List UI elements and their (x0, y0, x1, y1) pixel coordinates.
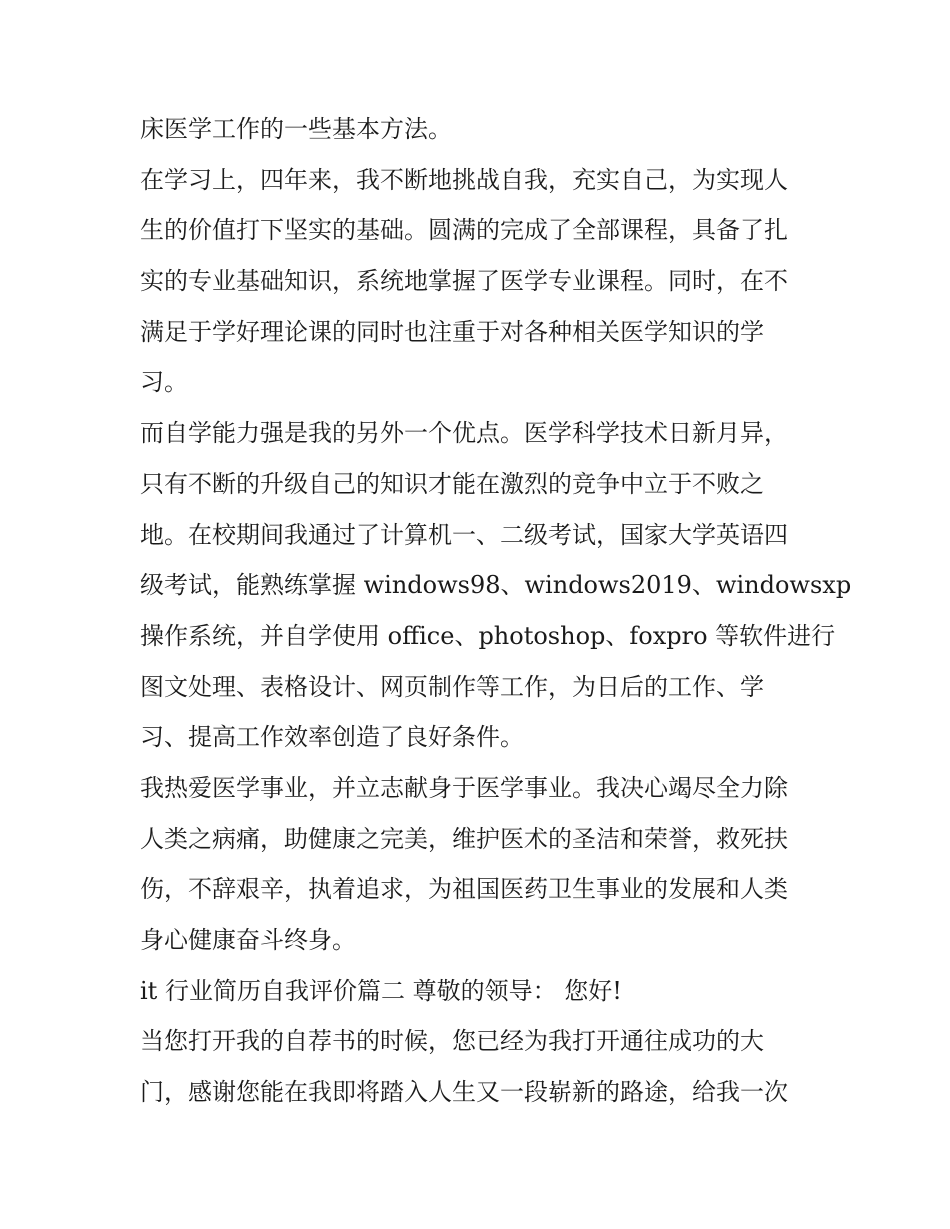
text-line: 身心健康奋斗终身。 (140, 926, 356, 954)
section-heading-line: it 行业简历自我评价篇二 尊敬的领导： 您好! (140, 976, 622, 1005)
text-line: 只有不断的升级自己的知识才能在激烈的竞争中立于不败之 (140, 469, 764, 498)
text-line: 床医学工作的一些基本方法。 (140, 115, 452, 143)
text-line: 在学习上，四年来，我不断地挑战自我，充实自己，为实现人 (140, 165, 788, 194)
text-line: 满足于学好理论课的同时也注重于对各种相关医学知识的学 (140, 317, 764, 346)
text-line: 级考试，能熟练掌握 windows98、windows2019、windowsxp (140, 571, 852, 600)
text-line: 当您打开我的自荐书的时候，您已经为我打开通往成功的大 (140, 1027, 764, 1056)
document-body (140, 104, 852, 1118)
text-line: 地。在校期间我通过了计算机一、二级考试，国家大学英语四 (140, 520, 788, 549)
text-line: 操作系统，并自学使用 office、photoshop、foxpro 等软件进行 (140, 621, 836, 650)
text-line: 习、提高工作效率创造了良好条件。 (140, 723, 524, 752)
text-line: 生的价值打下坚实的基础。圆满的完成了全部课程，具备了扎 (140, 216, 788, 245)
text-line: 习。 (140, 368, 188, 397)
text-line: 而自学能力强是我的另外一个优点。医学科学技术日新月异， (140, 419, 788, 448)
text-line: 实的专业基础知识，系统地掌握了医学专业课程。同时，在不 (140, 267, 788, 296)
text-line: 门，感谢您能在我即将踏入人生又一段崭新的路途，给我一次 (140, 1078, 788, 1107)
text-line: 人类之病痛，助健康之完美，维护医术的圣洁和荣誉，救死扶 (140, 824, 788, 853)
text-line: 图文处理、表格设计、网页制作等工作，为日后的工作、学 (140, 672, 764, 701)
text-line: 伤，不辞艰辛，执着追求，为祖国医药卫生事业的发展和人类 (140, 875, 788, 904)
text-line: 我热爱医学事业，并立志献身于医学事业。我决心竭尽全力除 (140, 773, 788, 802)
